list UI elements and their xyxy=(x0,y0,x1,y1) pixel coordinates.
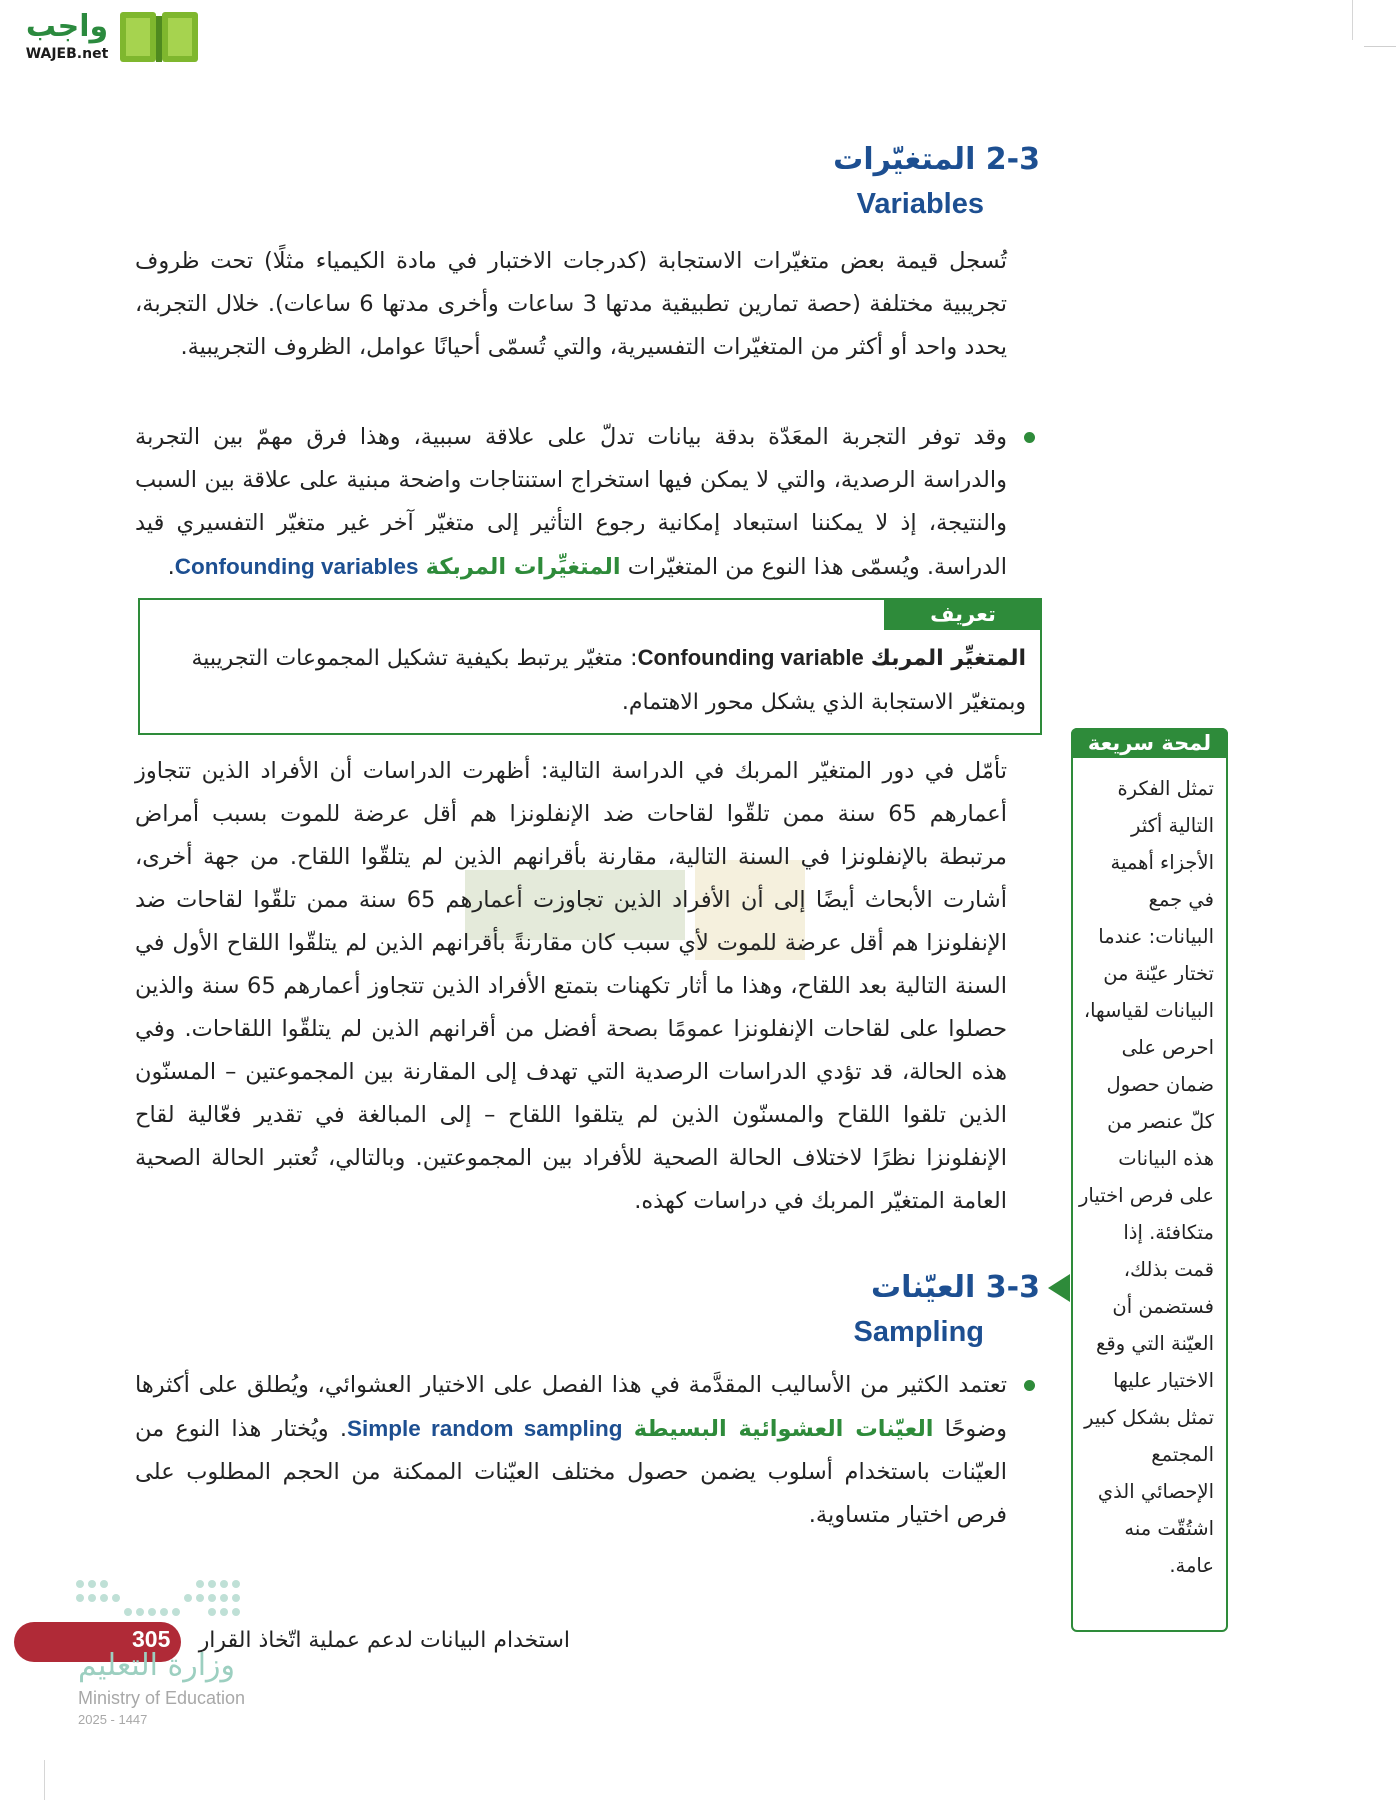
quick-tip-heading: لمحة سريعة xyxy=(1071,728,1228,758)
definition-box xyxy=(138,598,1042,735)
logo-brand-ar: واجب xyxy=(25,9,109,44)
paragraph-response-variables: تُسجل قيمة بعض متغيّرات الاستجابة (كدرجات الاختبار في مادة الكيمياء مثلًا) تحت ظروف تجريبية مختلفة (حصة تمارين تطبيقية مدتها 3 ساعات وأخرى مدتها 6 ساعات). خلال التجربة، يحدد واحد أو أكثر من المتغيّرات التفسيرية، والتي تُسمّى أحيانًا عوامل، الظروف التجريبية. xyxy=(135,248,1007,360)
right-tick-mark xyxy=(1364,46,1396,47)
term-simple-random-ar: العيّنات العشوائية البسيطة xyxy=(633,1416,934,1442)
definition-term-en: Confounding variable xyxy=(637,645,864,670)
right-edge-line xyxy=(1352,0,1353,40)
chapter-title-footer: استخدام البيانات لدعم عملية اتّخاذ القرار xyxy=(198,1628,570,1653)
paragraph-causal-relationship xyxy=(135,416,1007,589)
ministry-name-en: Ministry of Education xyxy=(78,1688,246,1708)
section-3-3-title-ar: 3-3 العيّنات xyxy=(870,1270,1040,1305)
definition-term-ar: المتغيِّر المربك xyxy=(870,646,1026,671)
quick-tip-text: تمثل الفكرة التالية أكثر الأجزاء أهمية في جمع البيانات: عندما تختار عيّنة من البيانات لقياسها، احرص على ضمان حصول كلّ عنصر من هذه البيانات على فرص اختيار متكافئة. إذا قمت بذلك، فستضمن أن العيّنة التي وقع الاختيار عليها تمثل بشكل كبير المجتمع الإحصائي الذي اشتُقّت منه عامة. xyxy=(1079,777,1214,1577)
para4-start: تعتمد الكثير من الأساليب المقدَّمة في هذا الفصل على الاختيار العشوائي، ويُطلق على أكثرها وضوحًا xyxy=(135,1372,1007,1442)
book-icon xyxy=(118,6,202,66)
left-edge-line xyxy=(44,1760,45,1800)
section-3-3-title-en: Sampling xyxy=(853,1316,984,1348)
bullet-dot xyxy=(1024,1380,1035,1391)
definition-tab: تعريف xyxy=(884,598,1042,630)
term-simple-random-en: Simple random sampling xyxy=(346,1416,623,1441)
para4-end: . ويُختار هذا النوع من العيّنات باستخدام أسلوب يضمن حصول مختلف العيّنات الممكنة من الحجم المطلوب على فرص اختيار متساوية. xyxy=(135,1416,1007,1528)
page-number: 305 xyxy=(132,1626,171,1652)
definition-text xyxy=(156,636,1026,725)
para2-text: وقد توفر التجربة المعَدّة بدقة بيانات تدلّ على علاقة سببية، وهذا فرق مهمّ بين التجربة والدراسة الرصدية، والتي لا يمكن فيها استخراج استنتاجات واضحة مبنية على علاقة بين السبب والنتيجة، إذ لا يمكننا استبعاد إمكانية رجوع التأثير إلى متغيّر آخر غير متغيّر التفسيري قيد الدراسة. ويُسمّى هذا النوع من المتغيّرات xyxy=(135,424,1007,580)
ministry-name-ar: وزارة التعليم xyxy=(78,1648,236,1683)
paragraph-simple-random-sampling xyxy=(135,1364,1007,1537)
section-2-3-title-en: Variables xyxy=(856,188,984,220)
bullet-dot xyxy=(1024,432,1035,443)
para2-end: . xyxy=(167,554,175,580)
term-confounding-en: Confounding variables xyxy=(174,554,419,579)
wajeb-logo[interactable] xyxy=(12,6,192,68)
section-2-3-title-ar: 2-3 المتغيّرات xyxy=(833,142,1040,177)
logo-brand-en: WAJEB.net xyxy=(25,46,109,62)
ministry-year: 2025 - 1447 xyxy=(78,1712,148,1727)
term-confounding-ar: المتغيِّرات المربكة xyxy=(425,554,621,580)
paragraph-flu-vaccine-study: تأمّل في دور المتغيّر المربك في الدراسة التالية: أظهرت الدراسات أن الأفراد الذين تتجاوز أعمارهم 65 سنة ممن تلقّوا لقاحات ضد الإنفلونزا هم أقل عرضة للموت بسبب أمراض مرتبطة بالإنفلونزا في السنة التالية، مقارنة بأقرانهم الذين لم يتلقّوا اللقاح. من جهة أخرى، أشارت الأبحاث أيضًا إلى أن الأفراد الذين تجاوزت أعمارهم 65 سنة ممن تلقّوا لقاحات ضد الإنفلونزا هم أقل عرضة للموت لأي سبب كان مقارنةً بأقرانهم الذين لم يتلقّوا اللقاح الأول في السنة التالية بعد اللقاح، وهذا ما أثار تكهنات بتمتع الأفراد الذين تتجاوز أعمارهم 65 سنة والذين حصلوا على لقاحات الإنفلونزا عمومًا بصحة أفضل من أقرانهم الذين لم يتلقّوا اللقاحات. وفي هذه الحالة، قد تؤدي الدراسات الرصدية التي تهدف إلى المقارنة بين المجموعتين – المسنّون الذين تلقوا اللقاح والمسنّون الذين لم يتلقوا اللقاح – إلى المبالغة في تقدير فعّالية لقاح الإنفلونزا نظرًا لاختلاف الحالة الصحية للأفراد بين المجموعتين. وبالتالي، تُعتبر الحالة الصحية العامة المتغيّر المربك في دراسات كهذه. xyxy=(135,758,1007,1214)
tip-pointer-arrow xyxy=(1048,1274,1070,1302)
definition-body: : متغيّر يرتبط بكيفية تشكيل المجموعات التجريبية وبمتغيّر الاستجابة الذي يشكل محور الاهتمام. xyxy=(191,646,1026,715)
quick-tip-box xyxy=(1071,728,1228,1632)
